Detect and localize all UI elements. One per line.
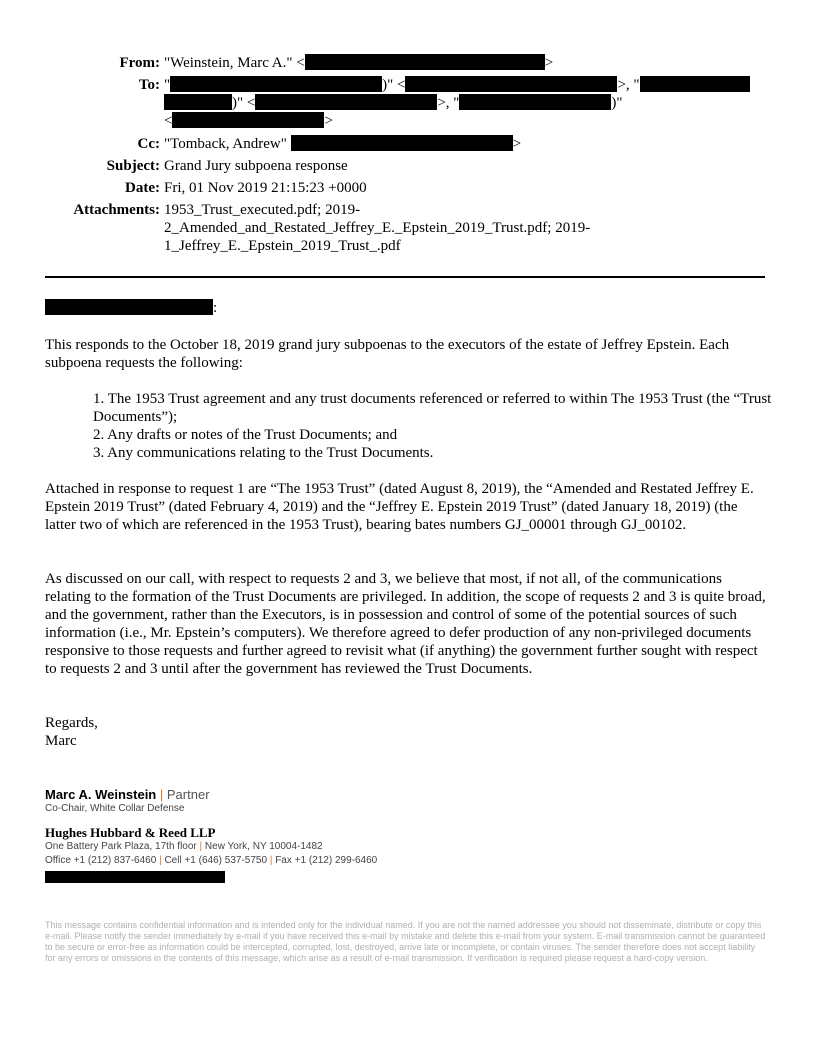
redaction-box <box>640 76 750 92</box>
paragraph-3: As discussed on our call, with respect to requests 2 and 3, we believe that most, if not all, of the communications relating to the formation of the Trust Documents are privileged. In addition, the scope of requests 2 and 3 is quite broad, and the government, rather than the Executors, is in possession and control of some of the potential sources of such information (i.e., Mr. Epstein’s computers). We therefore agreed to defer production of any non-privileged documents responsive to those requests and further agreed to revisit what (if anything) the government further sought with respect to requests 2 and 3 until after the government has reviewed the Trust Documents. <box>45 571 766 677</box>
to-value-line3: < > <box>164 113 333 129</box>
subject-value: Grand Jury subpoena response <box>164 158 348 174</box>
attachments-line2: 2_Amended_and_Restated_Jeffrey_E._Epstein_2019_Trust.pdf; 2019- <box>164 220 591 236</box>
redaction-box <box>405 76 617 92</box>
salutation: : <box>45 299 771 317</box>
cc-value: "Tomback, Andrew" > <box>164 136 522 152</box>
request-list <box>93 390 773 462</box>
redaction-box <box>291 135 513 151</box>
list-item: 3. Any communications relating to the Trust Documents. <box>93 445 434 461</box>
attachments-line3: 1_Jeffrey_E._Epstein_2019_Trust_.pdf <box>164 238 401 254</box>
paragraph-1: This responds to the October 18, 2019 grand jury subpoenas to the executors of the estate of Jeffrey Epstein. Each subpoena requests the following: <box>45 337 730 371</box>
closing: Regards, Marc <box>45 715 98 749</box>
attachments-line1: 1953_Trust_executed.pdf; 2019- <box>164 202 361 218</box>
redaction-box <box>459 94 611 110</box>
signature-role: Co-Chair, White Collar Defense <box>45 803 185 814</box>
signature-name-line: Marc A. Weinstein | Partner <box>45 787 210 802</box>
redaction-box <box>170 76 382 92</box>
list-item: 2. Any drafts or notes of the Trust Documents; and <box>93 427 398 443</box>
attachments-label: Attachments: <box>73 202 160 218</box>
redaction-box <box>172 112 324 128</box>
date-value: Fri, 01 Nov 2019 21:15:23 +0000 <box>164 180 367 196</box>
signature-title: Partner <box>166 787 210 802</box>
redaction-box <box>255 94 437 110</box>
redaction-box <box>45 871 225 883</box>
subject-label: Subject: <box>106 158 160 174</box>
cc-label: Cc: <box>137 136 160 152</box>
redaction-box <box>164 94 232 110</box>
signature-phones: Office +1 (212) 837-6460 | Cell +1 (646) 537-5750 | Fax +1 (212) 299-6460 <box>45 855 378 866</box>
to-label: To: <box>138 77 160 93</box>
signature-address: One Battery Park Plaza, 17th floor | New York, NY 10004-1482 <box>45 841 323 852</box>
from-value: "Weinstein, Marc A." < > <box>164 55 554 71</box>
date-label: Date: <box>125 180 160 196</box>
header-divider <box>45 276 765 278</box>
signature-name: Marc A. Weinstein <box>45 787 157 802</box>
from-label: From: <box>119 55 160 71</box>
list-item: 1. The 1953 Trust agreement and any trust documents referenced or referred to within The 1953 Trust (the “Trust Documents”); <box>93 391 772 425</box>
to-value-line2: )" < >, " )" <box>164 94 623 112</box>
redaction-box <box>45 299 213 315</box>
disclaimer: This message contains confidential information and is intended only for the individual named. If you are not the named addressee you should not disseminate, distribute or copy this e-mail. Please notify the sender immediately by e-mail if you have received this e-mail by mistake and delete this e-mail from your system. E-mail transmission cannot be guaranteed to be secure or error-free as information could be intercepted, corrupted, lost, destroyed, arrive late or incomplete, or contain viruses. The sender therefore does not accept liability for any errors or omissions in the contents of this message, which arise as a result of e-mail transmission. If verification is required please request a hard-copy version. <box>45 920 766 963</box>
to-value-line1: " )" < >, " <box>164 76 750 94</box>
signature-firm: Hughes Hubbard & Reed LLP <box>45 825 216 840</box>
redaction-box <box>305 54 545 70</box>
paragraph-2: Attached in response to request 1 are “The 1953 Trust” (dated August 8, 2019), the “Amended and Restated Jeffrey E. Epstein 2019 Trust” (dated February 4, 2019) and the “Jeffrey E. Epstein 2019 Trust” (dated January 18, 2019) (the latter two of which are referenced in the 1953 Trust), bearing bates numbers GJ_00001 through GJ_00102. <box>45 481 754 533</box>
